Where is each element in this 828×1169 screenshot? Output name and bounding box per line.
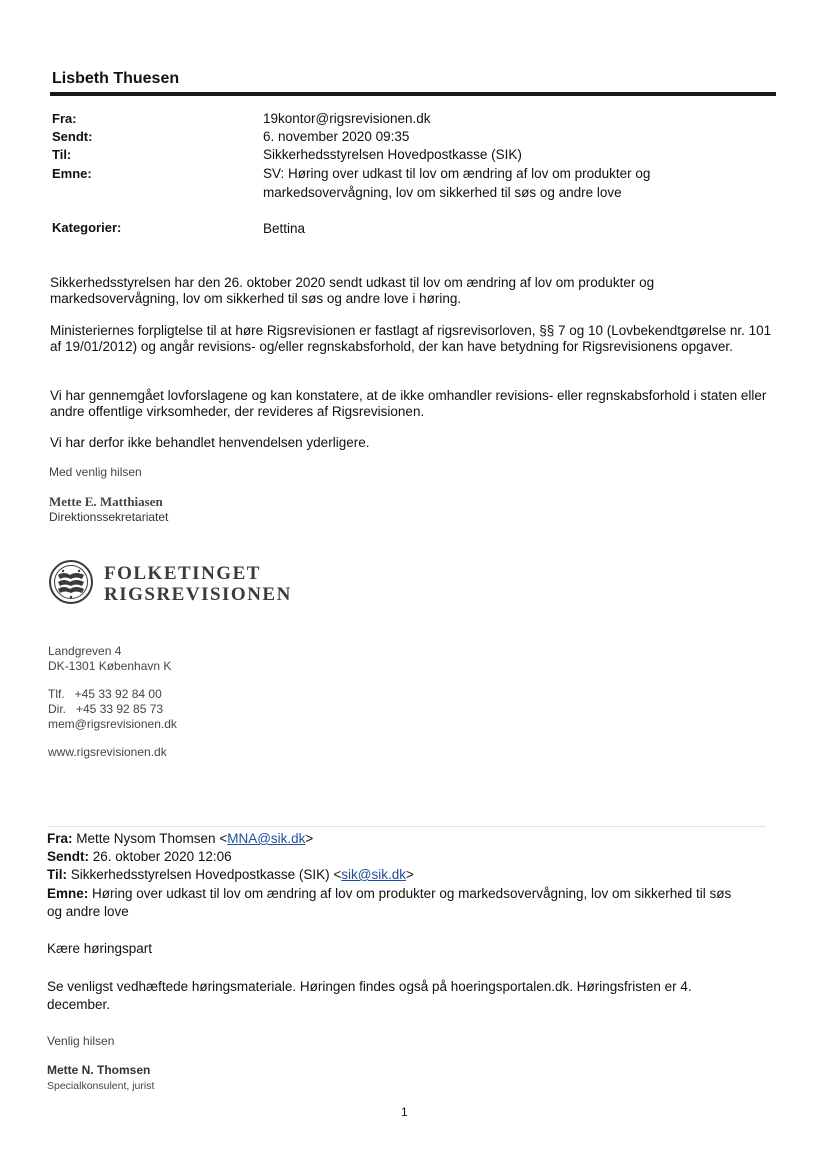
subject-line-1: SV: Høring over udkast til lov om ændring af lov om produkter og (263, 166, 651, 181)
fw-signature-name: Mette N. Thomsen (47, 1063, 151, 1077)
fw-to-email-link[interactable]: sik@sik.dk (341, 867, 406, 882)
fw-greeting: Kære høringspart (47, 941, 153, 956)
reply-signature-name: Mette E. Matthiasen (49, 494, 163, 509)
mailbox-owner: Lisbeth Thuesen (52, 70, 180, 87)
to-value: Sikkerhedsstyrelsen Hovedpostkasse (SIK) (263, 147, 522, 162)
logo-folketinget: FOLKETINGET (104, 563, 261, 584)
fw-to-name: Sikkerhedsstyrelsen Hovedpostkasse (SIK) < (67, 867, 342, 882)
fw-subject-label: Emne: (47, 886, 89, 901)
from-label: Fra: (52, 111, 77, 126)
reply-paragraph-4: Vi har derfor ikke behandlet henvendelsen yderligere. (50, 435, 370, 450)
reply-paragraph-2: Ministeriernes forpligtelse til at høre Rigsrevisionen er fastlagt af rigsrevisorloven, §§ 7 og 10 (Lovbekendtgørelse nr. 101 af 19/01/2012) og angår revisions- og/eller regnskabsforhold, der kan have betydning for Rigsrevisionens opgaver. (50, 323, 772, 354)
contact-street: Landgreven 4 (48, 644, 122, 658)
fw-body-line-1: Se venligst vedhæftede høringsmateriale. Høringen findes også på hoeringsportalen.dk. Høringsfristen er 4. (47, 979, 692, 994)
fw-body-line-2: december. (47, 997, 111, 1012)
fw-to-end: > (405, 867, 414, 882)
fw-from-label: Fra: (47, 831, 73, 846)
fw-from-end: > (305, 831, 314, 846)
fw-sent-label: Sendt: (47, 849, 89, 864)
from-value: 19kontor@rigsrevisionen.dk (263, 111, 431, 126)
fw-subject-line-2: og andre love (47, 904, 129, 919)
to-label: Til: (52, 147, 72, 162)
fw-to-label: Til: (47, 867, 67, 882)
fw-sent-value: 26. oktober 2020 12:06 (89, 849, 232, 864)
contact-city: DK-1301 København K (48, 659, 172, 673)
logo-rigsrevisionen: RIGSREVISIONEN (104, 584, 292, 605)
fw-sent (47, 849, 232, 864)
contact-website: www.rigsrevisionen.dk (48, 745, 167, 759)
fw-from-email-link[interactable]: MNA@sik.dk (227, 831, 306, 846)
page-number: 1 (401, 1105, 408, 1119)
contact-phone: Tlf. +45 33 92 84 00 (48, 687, 162, 701)
fw-subject-line-1: Høring over udkast til lov om ændring af lov om produkter og markedsovervågning, lov om sikkerhed til søs (88, 886, 732, 901)
reply-closing: Med venlig hilsen (49, 465, 142, 479)
contact-email: mem@rigsrevisionen.dk (48, 717, 177, 731)
subject-label: Emne: (52, 166, 92, 181)
forward-separator (48, 826, 766, 827)
categories-value: Bettina (263, 221, 306, 236)
reply-paragraph-1: Sikkerhedsstyrelsen har den 26. oktober 2020 sendt udkast til lov om ændring af lov om produkter og markedsovervågning, lov om sikkerhed til søs og andre love i høring. (50, 275, 655, 306)
sent-label: Sendt: (52, 129, 93, 144)
fw-closing: Venlig hilsen (47, 1034, 115, 1048)
rigsrevisionen-seal-icon (48, 559, 94, 605)
categories-label: Kategorier: (52, 220, 122, 235)
reply-paragraph-3: Vi har gennemgået lovforslagene og kan konstatere, at de ikke omhandler revisions- eller regnskabsforhold i staten eller andre offentlige virksomheder, der revideres af Rigsrevisionen. (50, 388, 767, 419)
sent-value: 6. november 2020 09:35 (263, 129, 410, 144)
header-rule (50, 92, 776, 96)
fw-subject (47, 886, 731, 901)
fw-signature-title: Specialkonsulent, jurist (47, 1080, 155, 1092)
fw-from-name: Mette Nysom Thomsen < (72, 831, 228, 846)
subject-line-2: markedsovervågning, lov om sikkerhed til søs og andre love (263, 185, 622, 200)
contact-direct: Dir. +45 33 92 85 73 (48, 702, 164, 716)
fw-from (47, 831, 313, 846)
reply-signature-title: Direktionssekretariatet (49, 510, 169, 524)
fw-to (47, 867, 414, 882)
